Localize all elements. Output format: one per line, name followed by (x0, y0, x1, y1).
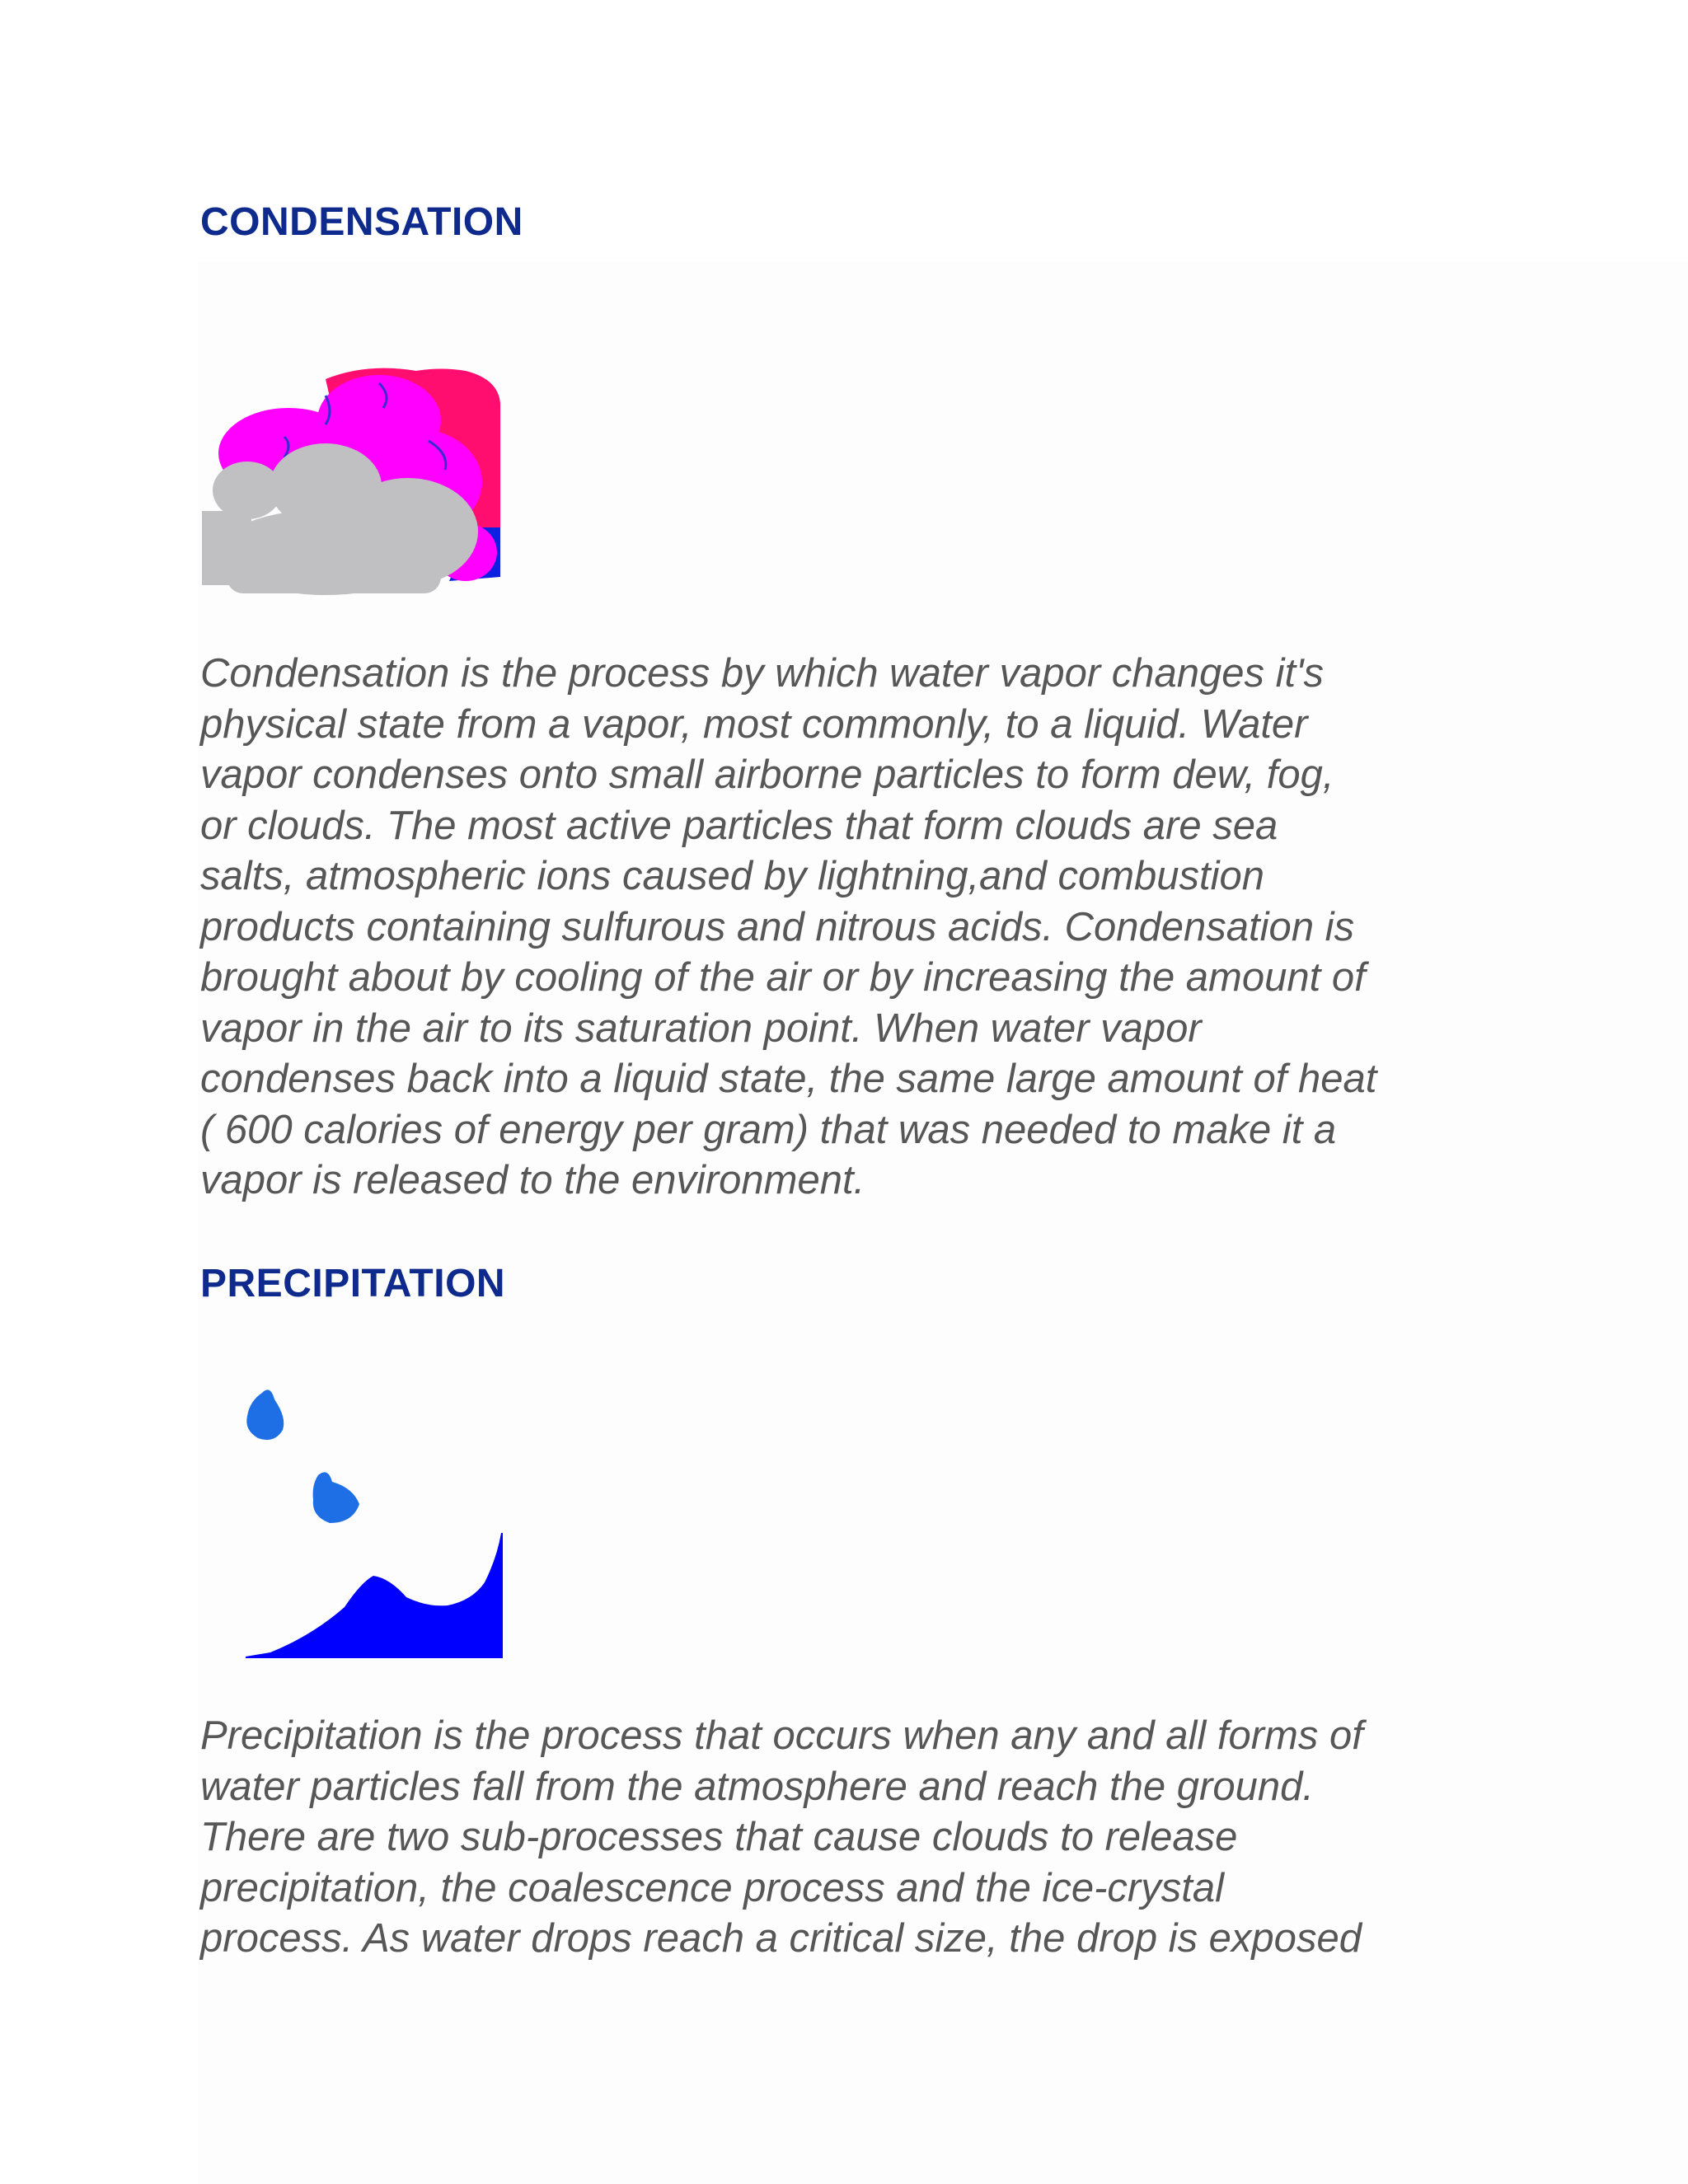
paragraph-line: Precipitation is the process that occurs when any and all forms of (200, 1713, 1363, 1758)
precipitation-heading: PRECIPITATION (200, 1262, 506, 1305)
paragraph-line: brought about by cooling of the air or by increasing the amount of (200, 955, 1366, 1000)
condensation-paragraph (200, 649, 1519, 1207)
paragraph-line: water particles fall from the atmosphere and reach the ground. (200, 1764, 1314, 1809)
condensation-heading: CONDENSATION (200, 200, 523, 244)
paragraph-line: physical state from a vapor, most commonly, to a liquid. Water (200, 701, 1308, 747)
water-splash-icon (246, 1533, 503, 1658)
paragraph-line: vapor in the air to its saturation point. When water vapor (200, 1005, 1202, 1051)
water-drop-icon (246, 1390, 284, 1440)
paragraph-line: Condensation is the process by which water vapor changes it's (200, 651, 1325, 696)
paragraph-line: vapor is released to the environment. (200, 1158, 865, 1202)
precipitation-paragraph (200, 1711, 1519, 1965)
paragraph-line: vapor condenses onto small airborne particles to form dew, fog, (200, 752, 1334, 797)
colored-cloud-icon (202, 363, 503, 602)
paragraph-line: process. As water drops reach a critical size, the drop is exposed (200, 1916, 1362, 1961)
paragraph-line: salts, atmospheric ions caused by lightning,and combustion (200, 854, 1265, 898)
water-drops-icon (237, 1385, 503, 1658)
water-drop-icon (313, 1472, 359, 1523)
paragraph-line: condenses back into a liquid state, the same large amount of heat (200, 1057, 1377, 1101)
paragraph-line: There are two sub-processes that cause clouds to release (200, 1815, 1238, 1859)
paragraph-line: precipitation, the coalescence process and the ice-crystal (200, 1865, 1224, 1910)
paragraph-line: or clouds. The most active particles that form clouds are sea (200, 803, 1278, 848)
paragraph-line: products containing sulfurous and nitrous acids. Condensation is (200, 904, 1355, 949)
paragraph-line: ( 600 calories of energy per gram) that was needed to make it a (200, 1107, 1337, 1152)
